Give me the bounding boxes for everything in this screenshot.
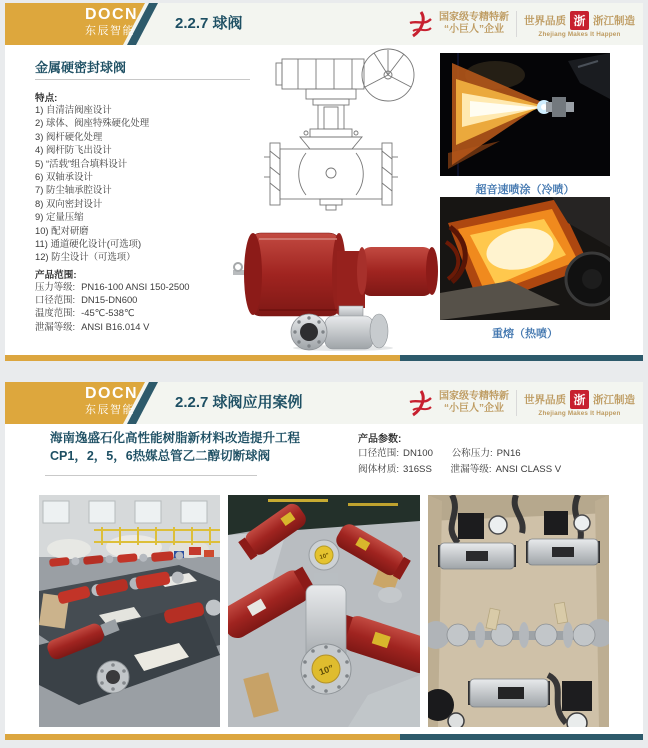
- badge-world-quality-label: 世界品质: [524, 14, 566, 27]
- case-title-rule: [45, 475, 257, 476]
- badge-little-giant-line2: “小巨人”企业: [444, 403, 504, 414]
- valve-drawing-image: [240, 45, 440, 217]
- valves-closeup-image: [228, 495, 420, 727]
- feature-item: 3) 阀杆硬化处理: [35, 130, 103, 142]
- company-logo-sub: 东辰智能: [85, 404, 135, 416]
- actuated-valve-image: [233, 218, 441, 351]
- zjtx-little-giant-icon: [408, 10, 432, 38]
- supersonic-spray-photo: [440, 53, 610, 176]
- slide2-footer-bar: [5, 734, 643, 740]
- product-params-label: 产品参数:: [358, 434, 402, 445]
- case-title-line2: CP1，2，5，6热媒总管乙二醇切断球阀: [50, 448, 271, 463]
- slide-ball-valve: [5, 3, 643, 361]
- slide-application-cases: [5, 382, 643, 740]
- badge-divider: [516, 11, 517, 37]
- badge-little-giant-line2: “小巨人”企业: [444, 24, 504, 35]
- zhejiang-made-icon: 浙: [570, 11, 589, 30]
- valve-size-tag-large: 10”: [317, 662, 335, 678]
- slide1-footer-bar: [5, 355, 643, 361]
- case-title: [50, 430, 300, 465]
- badge-zhejiang-slogan: Zhejiang Makes It Happen: [538, 409, 621, 417]
- range-row: 压力等级: PN16-100 ANSI 150-2500: [35, 281, 190, 292]
- company-logo-sub: 东辰智能: [85, 25, 135, 37]
- zjtx-little-giant-icon: [408, 389, 432, 417]
- remelt-caption: 重熔（热喷）: [492, 328, 558, 340]
- badge-little-giant-line1: 国家级专精特新: [439, 390, 509, 402]
- product-range-label: 产品范围:: [35, 270, 77, 281]
- factory-floor-image: [39, 495, 220, 727]
- company-logo-text: [85, 7, 138, 37]
- crated-valves-image: [428, 495, 609, 727]
- feature-item: 11) 通道硬化设计(可选项): [35, 238, 142, 250]
- valve-technical-drawing: [240, 45, 440, 217]
- badge-zhejiang-made-label: 浙江制造: [593, 393, 635, 406]
- valves-closeup-photo: [228, 495, 420, 727]
- feature-item: 9) 定量压缩: [35, 211, 84, 223]
- badge-zhejiang-slogan: Zhejiang Makes It Happen: [538, 30, 621, 38]
- feature-item: 4) 阀杆防飞出设计: [35, 144, 112, 156]
- case-title-line1: 海南逸盛石化高性能树脂新材料改造提升工程: [50, 431, 301, 445]
- range-row: 口径范围: DN15-DN600: [35, 294, 138, 306]
- slide2-title: 2.2.7 球阀应用案例: [175, 394, 303, 411]
- slide1-header: [5, 3, 643, 45]
- features-label: 特点:: [35, 93, 58, 104]
- feature-item: 1) 自清洁阀座设计: [35, 104, 112, 115]
- range-row: 温度范围: -45℃-538℃: [35, 307, 135, 319]
- company-logo-main: DOCN: [85, 385, 139, 402]
- valve-size-tag-small: 10”: [319, 552, 330, 562]
- badge-world-quality-label: 世界品质: [524, 393, 566, 406]
- certification-badges: [408, 3, 635, 45]
- feature-item: 2) 球体、阀座特殊硬化处理: [35, 117, 150, 129]
- section-title: 金属硬密封球阀: [35, 60, 127, 75]
- product-range-list: [35, 280, 190, 333]
- features-list: [35, 103, 149, 264]
- badge-zhejiang-made: [524, 390, 635, 417]
- param-row: 口径范围: DN100 公称压力: PN16: [358, 448, 521, 459]
- remelt-photo: [440, 197, 610, 320]
- supersonic-spray-image: [440, 53, 610, 176]
- factory-floor-photo: [39, 495, 220, 727]
- badge-zhejiang-made: [524, 11, 635, 38]
- slide1-title: 2.2.7 球阀: [175, 15, 243, 32]
- crated-valves-photo: [428, 495, 609, 727]
- section-title-rule: [35, 79, 250, 80]
- spray-caption: 超音速喷涂（冷喷）: [475, 184, 575, 196]
- remelt-image: [440, 197, 610, 320]
- company-logo-text: [85, 386, 138, 416]
- feature-item: 5) “活载”组合填料设计: [35, 157, 128, 169]
- badge-little-giant: [439, 391, 509, 416]
- feature-item: 12) 防尘设计（可选项）: [35, 251, 136, 263]
- badge-little-giant: [439, 12, 509, 37]
- certification-badges: [408, 382, 635, 424]
- company-logo-main: DOCN: [85, 6, 139, 23]
- zhejiang-made-icon: 浙: [570, 390, 589, 409]
- badge-divider: [516, 390, 517, 416]
- feature-item: 7) 防尘轴承腔设计: [35, 184, 112, 196]
- feature-item: 10) 配对研磨: [35, 224, 89, 236]
- range-row: 泄漏等级: ANSI B16.014 V: [35, 320, 150, 332]
- param-row: 阀体材质: 316SS 泄漏等级: ANSI CLASS V: [358, 464, 562, 475]
- feature-item: 6) 双轴承设计: [35, 171, 93, 183]
- badge-little-giant-line1: 国家级专精特新: [439, 11, 509, 23]
- badge-zhejiang-made-label: 浙江制造: [593, 14, 635, 27]
- feature-item: 8) 双向密封设计: [35, 197, 103, 209]
- slide2-header: [5, 382, 643, 424]
- actuated-ball-valve-render: [233, 218, 441, 351]
